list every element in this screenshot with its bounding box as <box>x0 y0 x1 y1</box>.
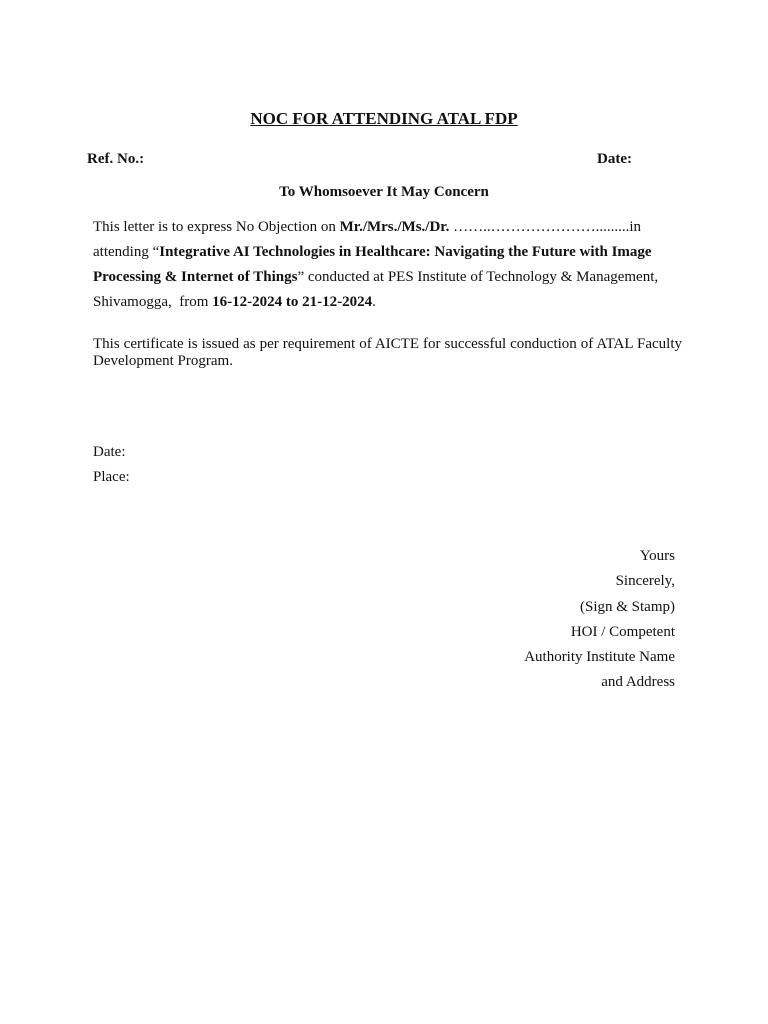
paragraph-line-4 <box>93 290 682 315</box>
date-label-top: Date: <box>597 151 632 167</box>
line4-pre: Shivamogga, from <box>93 294 213 310</box>
date-label-bottom: Date: <box>93 444 126 460</box>
paragraph-no-objection <box>93 215 682 315</box>
line1-name <box>340 219 641 235</box>
signature-block <box>524 544 675 696</box>
line1-bold-honorific: Mr./Mrs./Ms./Dr. <box>339 219 450 235</box>
line3-rest: ” conducted at PES Institute of Technology & Management, <box>297 269 659 285</box>
line1-text: This letter is to express No Objection on <box>93 219 336 235</box>
ref-no-label: Ref. No.: <box>87 151 145 167</box>
line4-bold-dates: 16-12-2024 to 21-12-2024 <box>212 294 373 310</box>
signature-line: Authority Institute Name <box>524 649 675 666</box>
signature-line: and Address <box>601 674 675 691</box>
salutation: To Whomsoever It May Concern <box>279 184 489 200</box>
signature-line: Sincerely, <box>615 573 675 590</box>
paragraph-line-3 <box>93 265 682 290</box>
line4-post: . <box>372 294 376 310</box>
document-title: NOC FOR ATTENDING ATAL FDP <box>250 109 518 128</box>
line2-bold-title: Integrative AI Technologies in Healthcare: Navigating the Future with Image <box>159 244 652 260</box>
paragraph-line-1 <box>93 215 682 240</box>
signature-line: HOI / Competent <box>570 623 675 640</box>
place-label: Place: <box>93 469 130 485</box>
signature-line: (Sign & Stamp) <box>579 598 675 615</box>
signature-line: Yours <box>639 548 675 564</box>
paragraph-line-2 <box>93 240 682 265</box>
paragraph-certificate: This certificate is issued as per requirement of AICTE for successful conduction of ATAL Faculty Development Program. <box>93 336 682 369</box>
line1-dots: ……..…………………......... <box>453 219 630 235</box>
line1-tail: in <box>629 219 641 235</box>
line3-bold-title: Processing & Internet of Things <box>93 269 298 285</box>
line2-pre: attending “ <box>93 244 160 260</box>
